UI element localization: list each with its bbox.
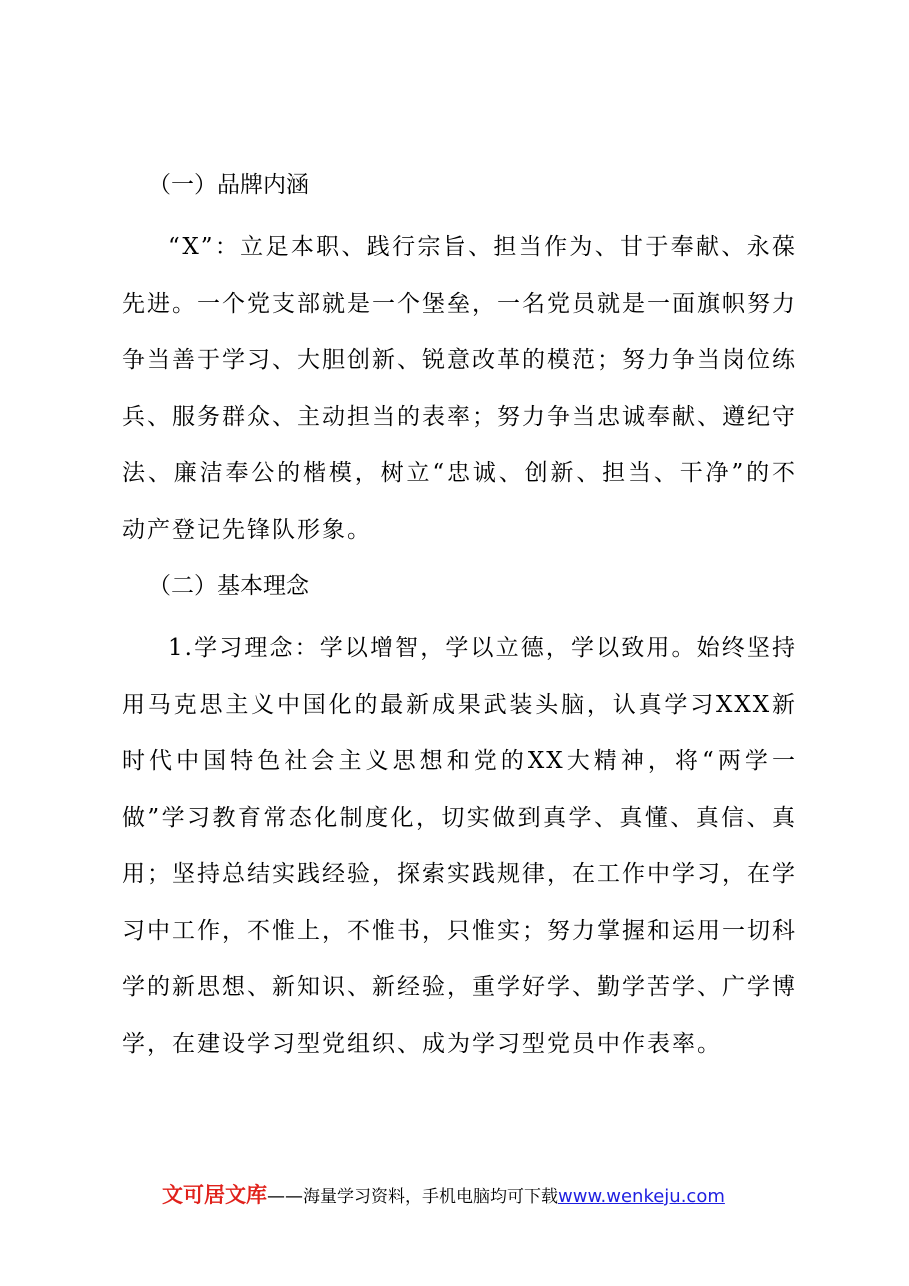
footer-tagline: 海量学习资料，手机电脑均可下载 bbox=[303, 1187, 558, 1207]
footer-brand: 文可居文库 bbox=[162, 1183, 267, 1207]
footer-banner bbox=[162, 1182, 725, 1210]
paragraph-brand-connotation: “X”：立足本职、践行宗旨、担当作为、甘于奉献、永葆先进。一个党支部就是一个堡垒，一名党员就是一面旗帜努力争当善于学习、大胆创新、锐意改革的模范；努力争当岗位练兵、服务群众、主动担当的表率；努力争当忠诚奉献、遵纪守法、廉洁奉公的楷模，树立“忠诚、创新、担当、干净”的不动产登记先锋队形象。 bbox=[122, 234, 797, 543]
footer-url-link[interactable]: www.wenkeju.com bbox=[558, 1186, 725, 1207]
document-body bbox=[122, 163, 797, 1072]
spacer bbox=[122, 208, 797, 219]
paragraph-learning-concept: 1.学习理念：学以增智，学以立德，学以致用。始终坚持用马克思主义中国化的最新成果武装头脑，认真学习XXX新时代中国特色社会主义思想和党的XX大精神，将“两学一做”学习教育常态化制度化，切实做到真学、真懂、真信、真用；坚持总结实践经验，探索实践规律，在工作中学习，在学习中工作，不惟上，不惟书，只惟实；努力掌握和运用一切科学的新思想、新知识、新经验，重学好学、勤学苦学、广学博学，在建设学习型党组织、成为学习型党员中作表率。 bbox=[122, 635, 797, 1057]
spacer bbox=[122, 609, 797, 620]
section-heading-basic-concepts: （二）基本理念 bbox=[148, 573, 309, 599]
footer-dash: —— bbox=[267, 1186, 303, 1207]
section-heading-brand-connotation: （一）品牌内涵 bbox=[148, 172, 309, 198]
